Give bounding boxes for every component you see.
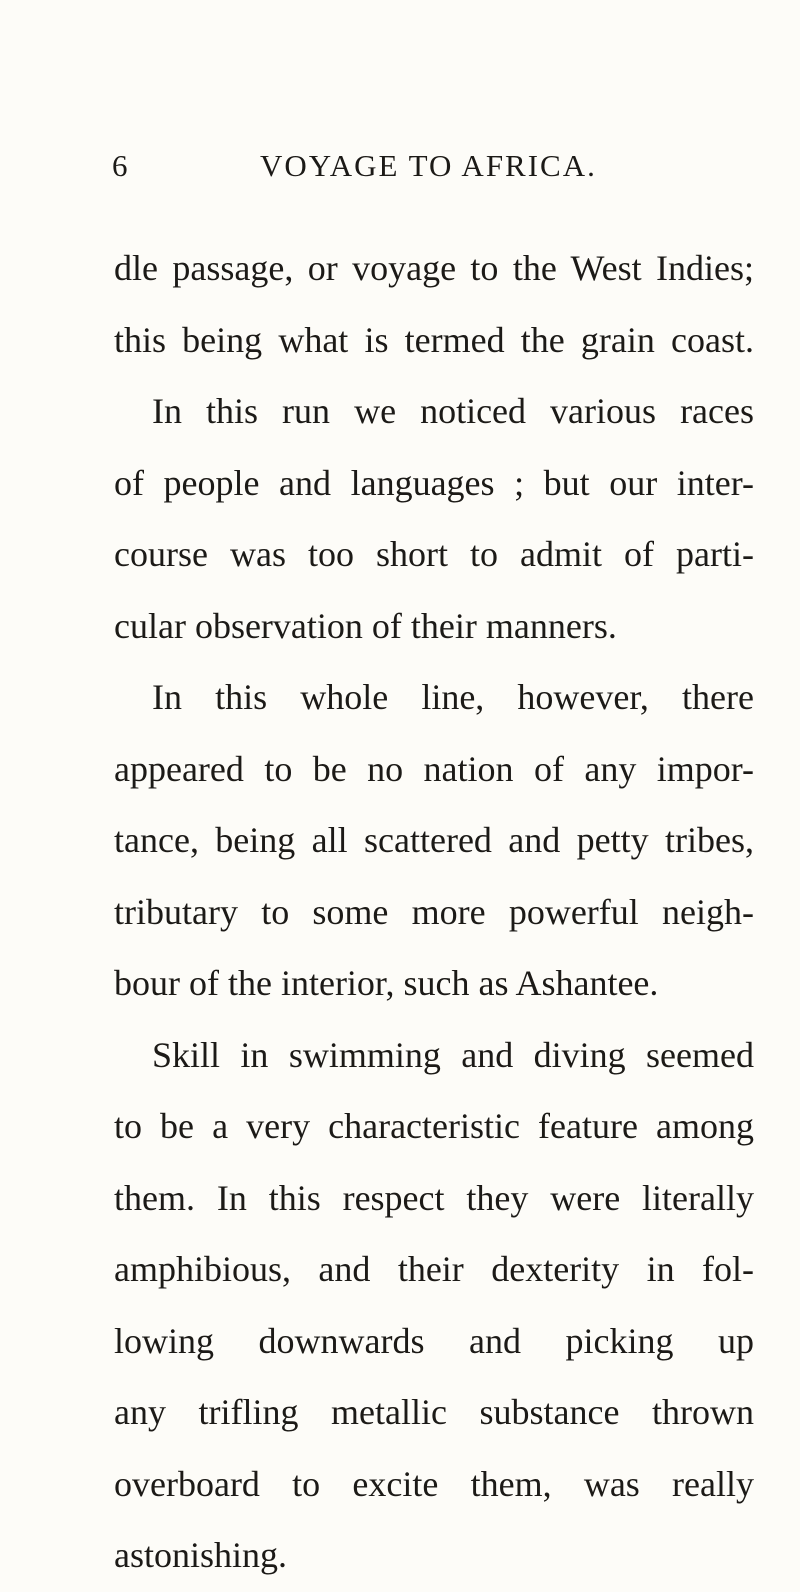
- text-line: any trifling metallic substance thrown: [114, 1392, 754, 1432]
- page-number: 6: [112, 148, 130, 183]
- running-title: VOYAGE TO AFRICA.: [260, 148, 597, 183]
- text-line: appeared to be no nation of any impor-: [114, 748, 754, 789]
- text-line: to be a very characteristic feature among: [114, 1106, 754, 1146]
- text-line: course was too short to admit of parti-: [114, 534, 754, 574]
- text-line: overboard to excite them, was really: [114, 1463, 754, 1504]
- body-text: [114, 233, 754, 1592]
- text-line: Skill in swimming and diving seemed: [152, 1034, 754, 1075]
- text-line: lowing downwards and picking up: [114, 1320, 754, 1361]
- text-line: astonishing.: [114, 1535, 288, 1575]
- text-line: them. In this respect they were literally: [114, 1177, 754, 1218]
- text-line: of people and languages ; but our inter-: [114, 462, 754, 503]
- text-line: tributary to some more powerful neigh-: [114, 891, 754, 932]
- text-line: cular observation of their manners.: [114, 605, 617, 646]
- text-line: amphibious, and their dexterity in fol-: [114, 1249, 754, 1289]
- running-head: [112, 148, 752, 188]
- text-line: this being what is termed the grain coast.: [114, 319, 754, 360]
- text-line: dle passage, or voyage to the West Indies;: [114, 248, 754, 288]
- text-line: In this whole line, however, there: [152, 677, 754, 717]
- text-line: tance, being all scattered and petty tribes,: [114, 820, 754, 860]
- text-line: In this run we noticed various races: [152, 391, 754, 431]
- text-line: bour of the interior, such as Ashantee.: [114, 963, 659, 1003]
